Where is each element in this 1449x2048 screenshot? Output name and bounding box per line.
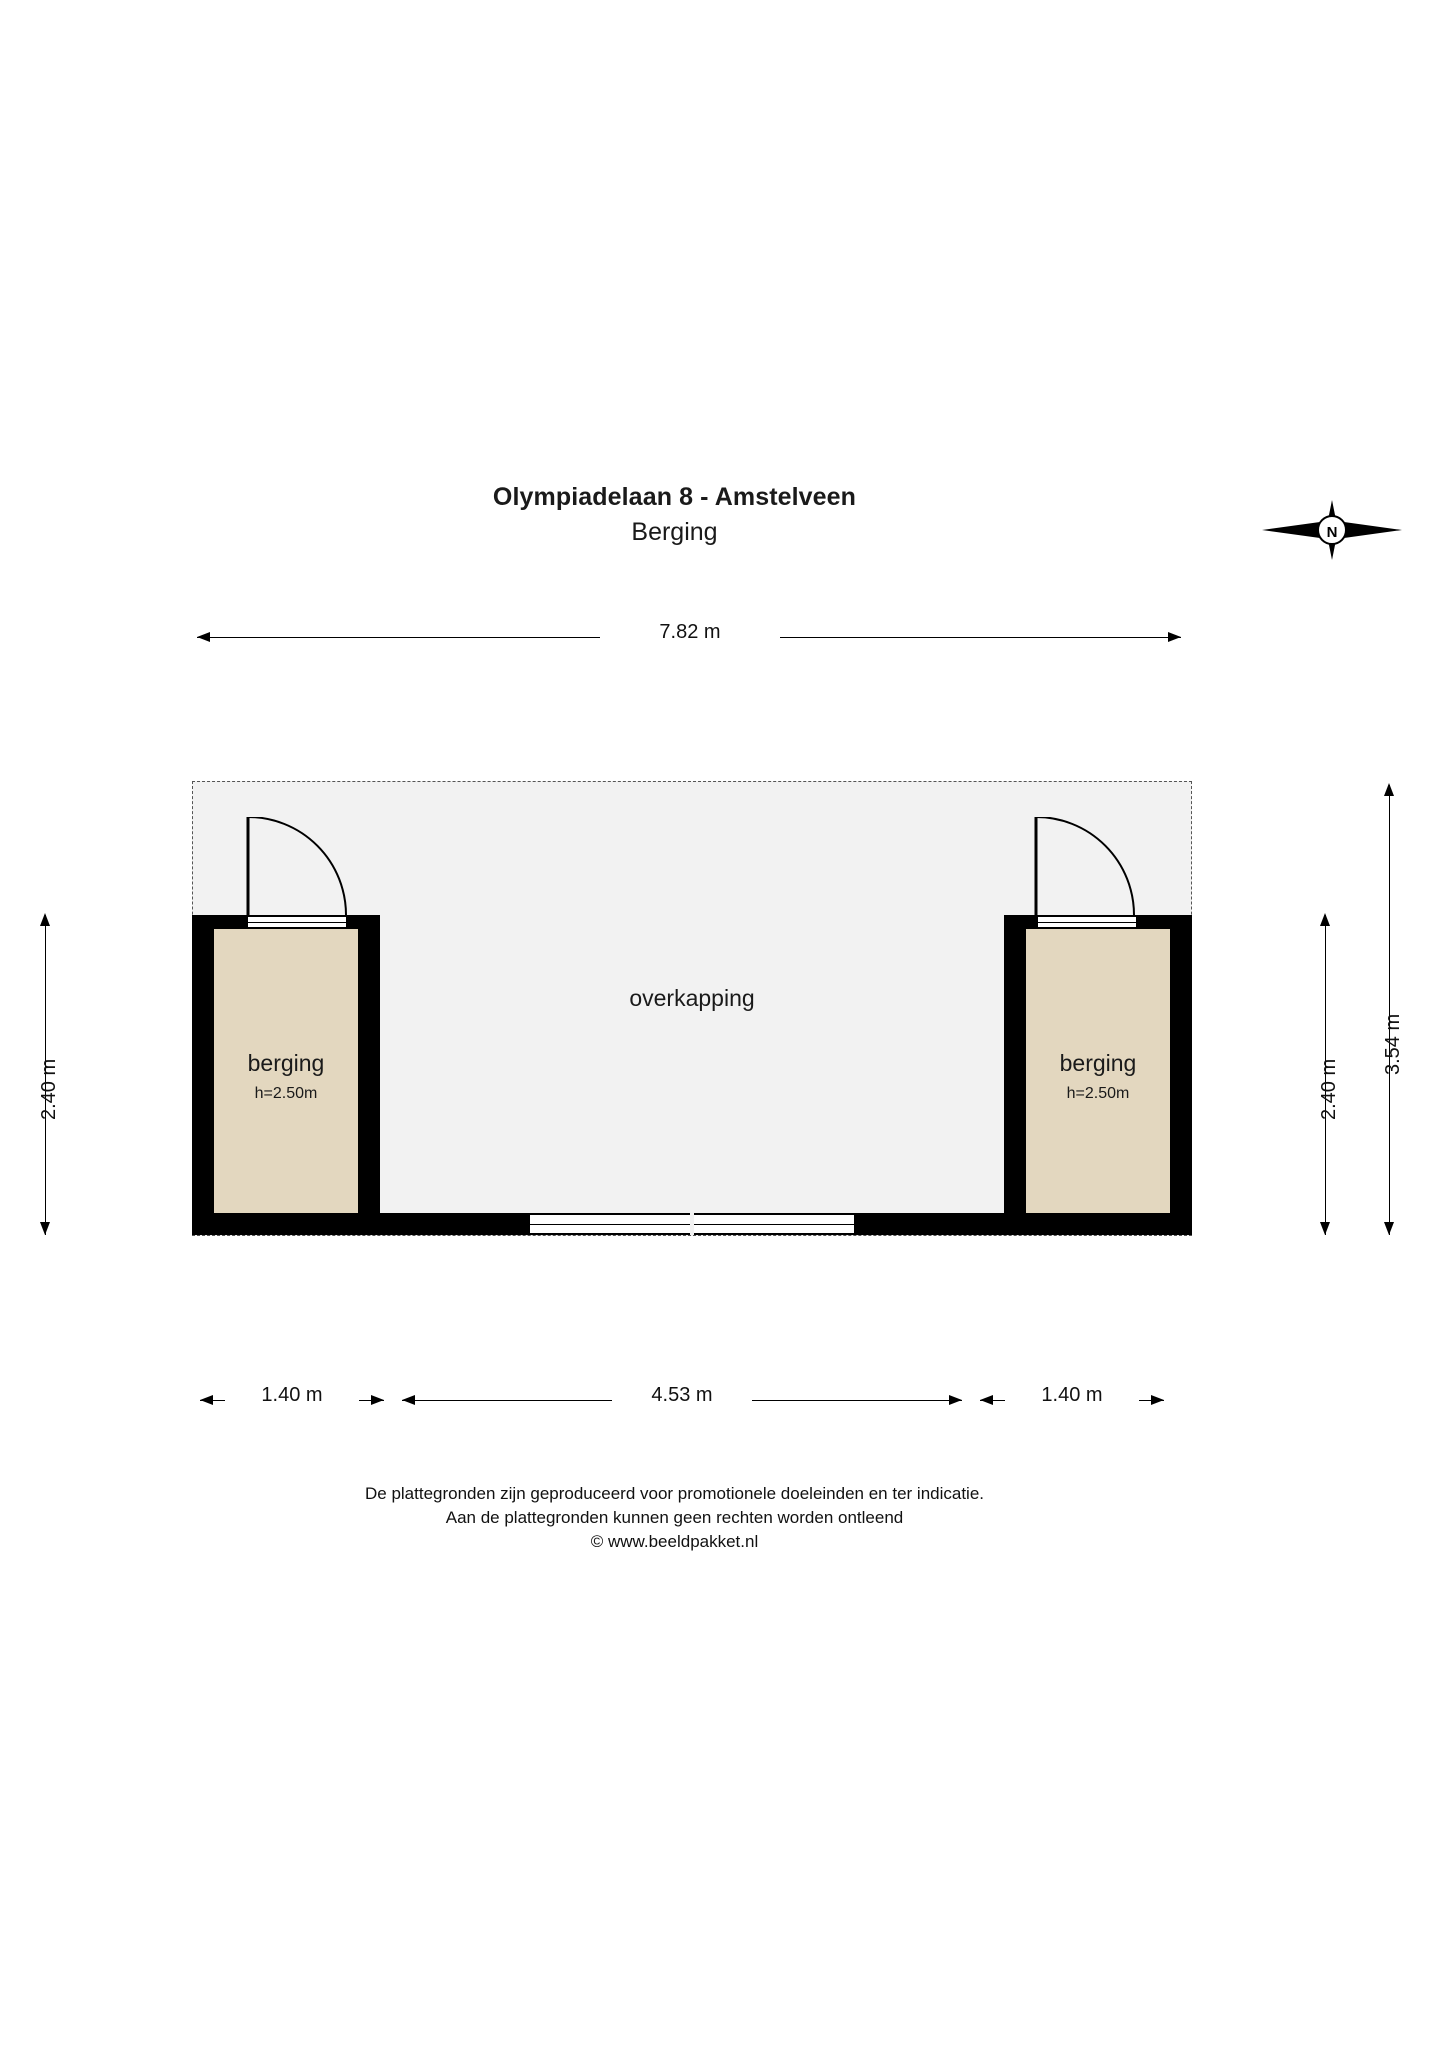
room-label-overkapping: overkapping xyxy=(629,985,755,1011)
footer-line-2: Aan de plattegronden kunnen geen rechten worden ontleend xyxy=(445,1508,904,1527)
opening-center-right xyxy=(694,1213,854,1235)
compass-north-icon xyxy=(1262,500,1402,560)
door-swing-left-icon xyxy=(246,817,350,917)
footer-line-1: De plattegronden zijn geproduceerd voor promotionele doeleinden en ter indicatie. xyxy=(364,1484,985,1503)
room-label-berging-right: berging xyxy=(1059,1050,1137,1076)
opening-center-left xyxy=(530,1213,690,1235)
svg-text:N: N xyxy=(1326,524,1338,541)
wall-left-top-a xyxy=(192,915,248,929)
title-subtitle: Berging xyxy=(631,518,718,546)
door-swing-right-icon xyxy=(1034,817,1138,917)
wall-right-top-a xyxy=(1004,915,1038,929)
room-height-berging-right: h=2.50m xyxy=(1066,1085,1130,1102)
room-height-berging-left: h=2.50m xyxy=(254,1085,318,1102)
footer-line-3: © www.beeldpakket.nl xyxy=(590,1532,759,1551)
page-title xyxy=(0,480,1349,550)
wall-center-bottom-left xyxy=(380,1213,530,1235)
door-opening-right xyxy=(1038,915,1136,929)
wall-left-bottom xyxy=(192,1213,380,1235)
wall-right-top-b xyxy=(1136,915,1192,929)
door-opening-left xyxy=(248,915,346,929)
floorplan-page: Olympiadelaan 8 - Amstelveen Berging N 7.82 m berging h=2.50m berging h=2.50m overkapping 2.40 m 2.40 m 3.54 m 1.40 m 4.53 m 1.40 m De plattegronden zijn geproduceerd voor promotionele doeleinden en ter indicatie. Aan de plattegronden kunnen geen rechten worden ontleend © www.beeldpakket.nl xyxy=(0,0,1449,2048)
footer-disclaimer xyxy=(0,1482,1349,1554)
wall-right-bottom xyxy=(1004,1213,1192,1235)
title-address: Olympiadelaan 8 - Amstelveen xyxy=(492,483,857,511)
wall-center-bottom-right xyxy=(854,1213,1004,1235)
room-label-berging-left: berging xyxy=(247,1050,325,1076)
